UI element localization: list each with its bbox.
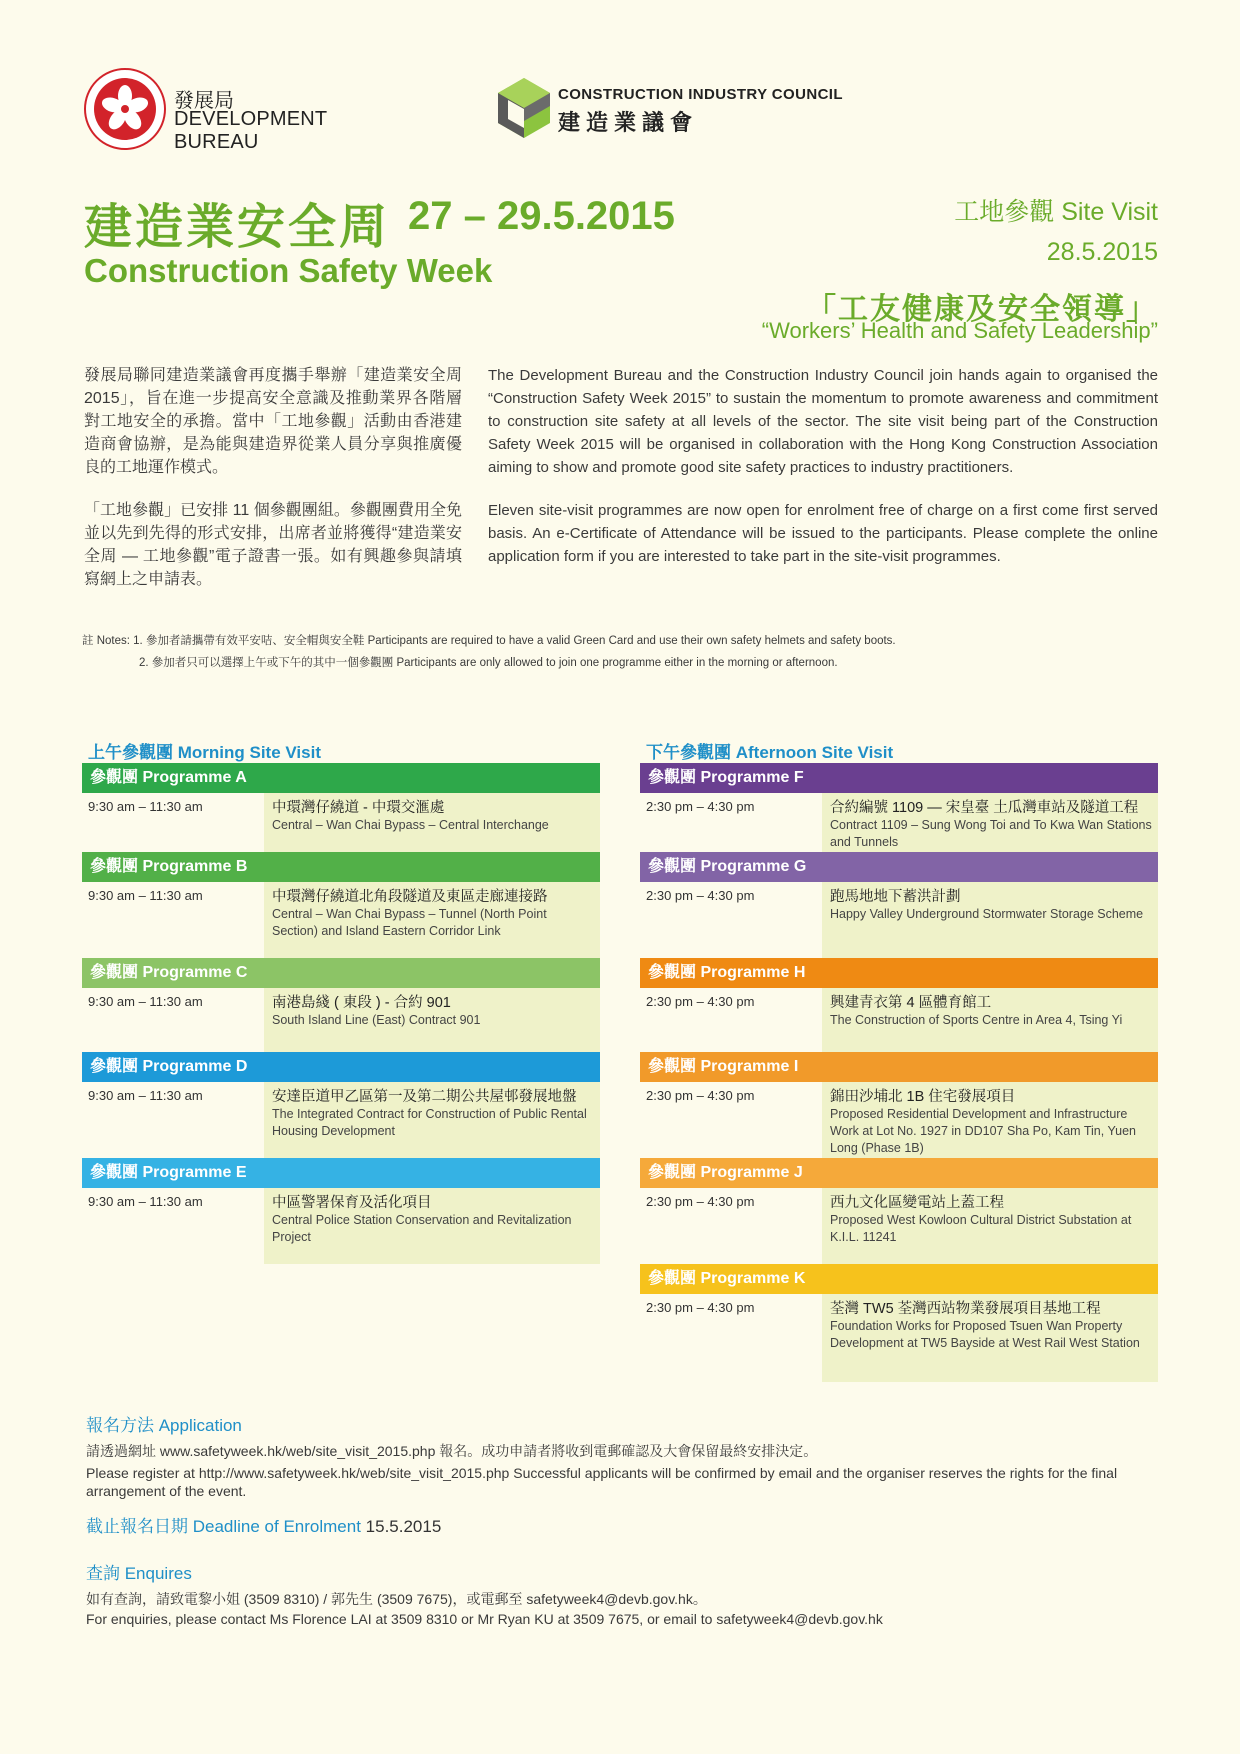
note-2: 2. 參加者只可以選擇上午或下午的其中一個參觀團 Participants are only allowed to join one programme either in the morning or afternoon. <box>139 657 838 669</box>
programme-site-en: Foundation Works for Proposed Tsuen Wan Property Development at TW5 Bayside at West Rail West Station <box>830 1319 1140 1350</box>
application-en: Please register at http://www.safetyweek.hk/web/site_visit_2015.php Successful applicants will be confirmed by email and the organiser reserves the rights for the final arrangement of the event. <box>86 1465 1118 1499</box>
programme-site-zh: 安達臣道甲乙區第一及第二期公共屋邨發展地盤 <box>272 1089 577 1105</box>
programme-desc <box>822 793 1158 853</box>
programme-site-zh: 中區警署保育及活化項目 <box>272 1195 432 1211</box>
programme-d-bar: 參觀團 Programme D <box>82 1052 600 1082</box>
programme-f <box>640 763 1158 853</box>
cic-name-en: CONSTRUCTION INDUSTRY COUNCIL <box>558 86 843 103</box>
cic-logo <box>496 76 856 146</box>
site-visit-date: 28.5.2015 <box>1046 238 1158 266</box>
programme-desc <box>264 793 600 853</box>
programme-g-bar: 參觀團 Programme G <box>640 852 1158 882</box>
programme-site-zh: 中環灣仔繞道 - 中環交滙處 <box>272 800 445 816</box>
programme-desc <box>822 1188 1158 1264</box>
programme-time: 2:30 pm – 4:30 pm <box>646 1300 755 1315</box>
afternoon-heading: 下午參觀團 Afternoon Site Visit <box>646 743 894 762</box>
programme-desc <box>264 1188 600 1264</box>
hk-emblem-icon <box>84 68 166 150</box>
programme-i-bar: 參觀團 Programme I <box>640 1052 1158 1082</box>
programme-site-zh: 南港島綫 ( 東段 ) - 合約 901 <box>272 995 451 1011</box>
programme-f-bar: 參觀團 Programme F <box>640 763 1158 793</box>
programme-h <box>640 958 1158 1052</box>
intro-zh-paragraph-2: 「工地參觀」已安排 11 個參觀團組。參觀團費用全免並以先到先得的形式安排，出席者並將獲得“建造業安全周 — 工地參觀”電子證書一張。如有興趣參與請填寫網上之申請表。 <box>84 502 462 588</box>
programme-i <box>640 1052 1158 1158</box>
programme-a <box>82 763 600 853</box>
programme-time: 9:30 am – 11:30 am <box>88 1088 203 1103</box>
deadline-date: 15.5.2015 <box>365 1517 442 1536</box>
programme-k-bar: 參觀團 Programme K <box>640 1264 1158 1294</box>
enquiries-heading: 查詢 Enquires <box>86 1564 192 1583</box>
programme-site-en: Central – Wan Chai Bypass – Tunnel (North Point Section) and Island Eastern Corridor Link <box>272 907 547 938</box>
programme-site-en: The Integrated Contract for Construction of Public Rental Housing Development <box>272 1107 587 1138</box>
programme-site-en: Contract 1109 – Sung Wong Toi and To Kwa Wan Stations and Tunnels <box>830 818 1152 849</box>
enquiries-en: For enquiries, please contact Ms Florence LAI at 3509 8310 or Mr Ryan KU at 3509 7675, or email to safetyweek4@devb.gov.hk <box>86 1611 883 1627</box>
intro-en <box>488 364 1158 588</box>
programme-time: 9:30 am – 11:30 am <box>88 994 203 1009</box>
programme-site-zh: 中環灣仔繞道北角段隧道及東區走廊連接路 <box>272 889 548 905</box>
programme-c <box>82 958 600 1052</box>
programme-site-zh: 西九文化區變電站上蓋工程 <box>830 1195 1004 1211</box>
application-zh: 請透過網址 www.safetyweek.hk/web/site_visit_2015.php 報名。成功申請者將收到電郵確認及大會保留最終安排決定。 <box>86 1443 818 1459</box>
programme-time: 2:30 pm – 4:30 pm <box>646 888 755 903</box>
programme-desc <box>264 882 600 958</box>
programme-site-en: South Island Line (East) Contract 901 <box>272 1013 481 1027</box>
programme-site-zh: 錦田沙埔北 1B 住宅發展項目 <box>830 1089 1016 1105</box>
programme-a-bar: 參觀團 Programme A <box>82 763 600 793</box>
db-name-en: DEVELOPMENT BUREAU <box>174 108 327 153</box>
programme-time: 2:30 pm – 4:30 pm <box>646 1194 755 1209</box>
note-1: 註 Notes: 1. 參加者請攜帶有效平安咭、安全帽與安全鞋 Participants are required to have a valid Green Card and use their own safety helmets and safety boots. <box>82 635 896 647</box>
application-heading: 報名方法 Application <box>86 1416 242 1435</box>
intro-en-paragraph-2: Eleven site-visit programmes are now open for enrolment free of charge on a first come first served basis. An e-Certificate of Attendance will be issued to the participants. Please complete the online application form if you are interested to take part in the site-visit programmes. <box>488 502 1158 565</box>
programme-time: 9:30 am – 11:30 am <box>88 1194 203 1209</box>
enquiries-zh: 如有查詢，請致電黎小姐 (3509 8310) / 郭先生 (3509 7675)，或電郵至 safetyweek4@devb.gov.hk。 <box>86 1591 707 1607</box>
programme-time: 2:30 pm – 4:30 pm <box>646 799 755 814</box>
programme-site-en: Proposed West Kowloon Cultural District Substation at K.I.L. 11241 <box>830 1213 1132 1244</box>
programme-site-zh: 跑馬地地下蓄洪計劃 <box>830 889 961 905</box>
programme-desc <box>822 988 1158 1052</box>
intro-zh-paragraph-1: 發展局聯同建造業議會再度攜手舉辦「建造業安全周 2015」，旨在進一步提高安全意識及推動業界各階層對工地安全的承擔。當中「工地參觀」活動由香港建造商會協辦，是為能與建造界從業人員分享與推廣優良的工地運作模式。 <box>84 367 462 476</box>
notes <box>82 630 896 674</box>
programme-desc <box>264 988 600 1052</box>
programme-desc <box>822 1294 1158 1382</box>
programme-site-zh: 興建青衣第 4 區體育館工 <box>830 995 992 1011</box>
enquiries-section <box>86 1559 1158 1628</box>
intro-zh <box>84 364 462 611</box>
programme-time: 9:30 am – 11:30 am <box>88 799 203 814</box>
site-visit-theme-en: “Workers’ Health and Safety Leadership” <box>761 318 1158 343</box>
programme-site-en: The Construction of Sports Centre in Area 4, Tsing Yi <box>830 1013 1123 1027</box>
programme-desc <box>822 1082 1158 1158</box>
intro-en-paragraph-1: The Development Bureau and the Construction Industry Council join hands again to organised the “Construction Safety Week 2015” to sustain the momentum to promote awareness and commitment to construction site safety at all levels of the sector. The site visit being part of the Construction Safety Week 2015 will be organised in collaboration with the Hong Kong Construction Association aiming to show and promote good site safety practices to industry practitioners. <box>488 367 1158 476</box>
programme-time: 2:30 pm – 4:30 pm <box>646 1088 755 1103</box>
programme-site-en: Central – Wan Chai Bypass – Central Interchange <box>272 818 549 832</box>
site-visit-label: 工地參觀 Site Visit <box>954 198 1158 226</box>
programme-site-en: Happy Valley Underground Stormwater Storage Scheme <box>830 907 1144 921</box>
title-en: Construction Safety Week <box>84 252 493 289</box>
programme-b-bar: 參觀團 Programme B <box>82 852 600 882</box>
cic-mark-icon <box>496 76 552 142</box>
programme-j-bar: 參觀團 Programme J <box>640 1158 1158 1188</box>
programme-site-en: Central Police Station Conservation and Revitalization Project <box>272 1213 572 1244</box>
programme-h-bar: 參觀團 Programme H <box>640 958 1158 988</box>
cic-name-zh: 建造業議會 <box>558 110 699 135</box>
site-visit-theme-zh: 「工友健康及安全領導」 <box>806 293 1158 326</box>
programme-e <box>82 1158 600 1264</box>
programme-site-zh: 合約編號 1109 — 宋皇臺 土瓜灣車站及隧道工程 <box>830 800 1139 816</box>
programme-e-bar: 參觀團 Programme E <box>82 1158 600 1188</box>
morning-heading: 上午參觀團 Morning Site Visit <box>88 743 321 762</box>
deadline-label: 截止報名日期 Deadline of Enrolment <box>86 1517 361 1536</box>
deadline <box>86 1512 441 1537</box>
programme-desc <box>264 1082 600 1158</box>
programme-g <box>640 852 1158 958</box>
development-bureau-logo <box>84 68 404 158</box>
programme-time: 2:30 pm – 4:30 pm <box>646 994 755 1009</box>
programme-desc <box>822 882 1158 958</box>
programme-site-en: Proposed Residential Development and Infrastructure Work at Lot No. 1927 in DD107 Sha Po, Kam Tin, Yuen Long (Phase 1B) <box>830 1107 1136 1155</box>
programme-site-zh: 荃灣 TW5 荃灣西站物業發展項目基地工程 <box>830 1301 1101 1317</box>
programme-c-bar: 參觀團 Programme C <box>82 958 600 988</box>
db-name-zh: 發展局 <box>174 90 234 112</box>
programme-j <box>640 1158 1158 1264</box>
programme-time: 9:30 am – 11:30 am <box>88 888 203 903</box>
title-zh: 建造業安全周 <box>84 201 391 254</box>
title-dates: 27 – 29.5.2015 <box>408 194 675 238</box>
programme-d <box>82 1052 600 1158</box>
programme-b <box>82 852 600 958</box>
application-section <box>86 1411 1158 1500</box>
programme-k <box>640 1264 1158 1382</box>
